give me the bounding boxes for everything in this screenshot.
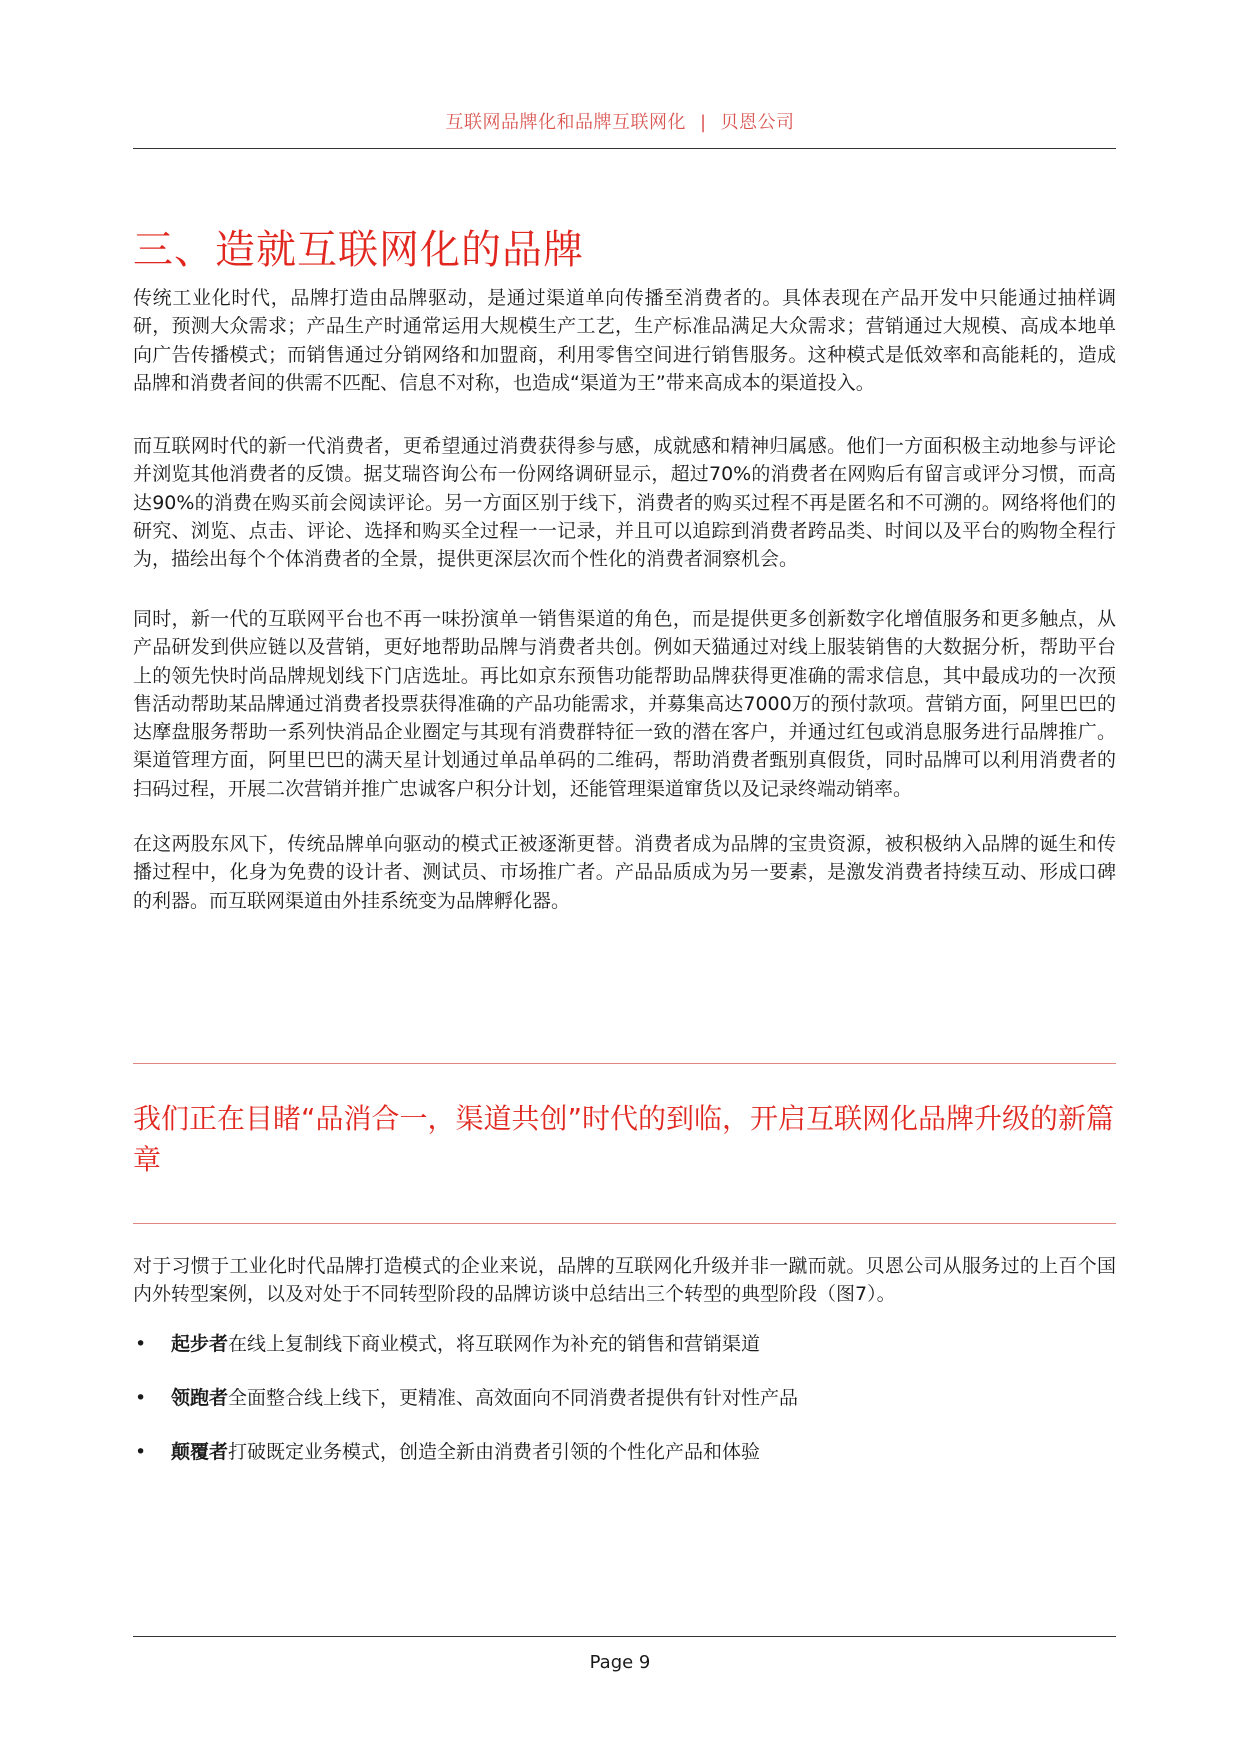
list-item bbox=[133, 1330, 1116, 1358]
footer-rule bbox=[133, 1636, 1116, 1637]
header-rule bbox=[133, 148, 1116, 149]
header-title: 互联网品牌化和品牌互联网化 bbox=[445, 112, 686, 133]
bullet-marker: • bbox=[135, 1387, 147, 1409]
paragraph-3: 同时，新一代的互联网平台也不再一味扮演单一销售渠道的角色，而是提供更多创新数字化增值服务和更多触点，从产品研发到供应链以及营销，更好地帮助品牌与消费者共创。例如天猫通过对线上服装销售的大数据分析，帮助平台上的领先快时尚品牌规划线下门店选址。再比如京东预售功能帮助品牌获得更准确的需求信息，其中最成功的一次预售活动帮助某品牌通过消费者投票获得准确的产品功能需求，并募集高达7000万的预付款项。营销方面，阿里巴巴的达摩盘服务帮助一系列快消品企业圈定与其现有消费群特征一致的潜在客户，并通过红包或消息服务进行品牌推广。渠道管理方面，阿里巴巴的满天星计划通过单品单码的二维码，帮助消费者甄别真假货，同时品牌可以利用消费者的扫码过程，开展二次营销并推广忠诚客户积分计划，还能管理渠道窜货以及记录终端动销率。 bbox=[133, 608, 1116, 800]
stage-list bbox=[133, 1330, 1116, 1492]
stage-description: 打破既定业务模式，创造全新由消费者引领的个性化产品和体验 bbox=[228, 1441, 761, 1463]
running-header bbox=[0, 108, 1240, 134]
stage-term: 起步者 bbox=[171, 1333, 229, 1355]
list-item bbox=[133, 1438, 1116, 1466]
section-title: 三、造就互联网化的品牌 bbox=[133, 227, 584, 273]
page-number: Page 9 bbox=[589, 1652, 651, 1673]
stage-description: 在线上复制线下商业模式，将互联网作为补充的销售和营销渠道 bbox=[228, 1333, 761, 1355]
stage-term: 领跑者 bbox=[171, 1387, 229, 1409]
callout-title: 我们正在目睹“品消合一，渠道共创”时代的到临，开启互联网化品牌升级的新篇章 bbox=[133, 1102, 1115, 1176]
stage-term: 颠覆者 bbox=[171, 1441, 229, 1463]
paragraph-1: 传统工业化时代，品牌打造由品牌驱动，是通过渠道单向传播至消费者的。具体表现在产品开发中只能通过抽样调研，预测大众需求；产品生产时通常运用大规模生产工艺，生产标准品满足大众需求；营销通过大规模、高成本地单向广告传播模式；而销售通过分销网络和加盟商，利用零售空间进行销售服务。这种模式是低效率和高能耗的，造成品牌和消费者间的供需不匹配、信息不对称，也造成“渠道为王”带来高成本的渠道投入。 bbox=[133, 287, 1116, 394]
paragraph-2: 而互联网时代的新一代消费者，更希望通过消费获得参与感，成就感和精神归属感。他们一方面积极主动地参与评论并浏览其他消费者的反馈。据艾瑞咨询公布一份网络调研显示，超过70%的消费者在网购后有留言或评分习惯，而高达90%的消费在购买前会阅读评论。另一方面区别于线下，消费者的购买过程不再是匿名和不可溯的。网络将他们的研究、浏览、点击、评论、选择和购买全过程一一记录，并且可以追踪到消费者跨品类、时间以及平台的购物全程行为，描绘出每个个体消费者的全景，提供更深层次而个性化的消费者洞察机会。 bbox=[133, 435, 1116, 571]
list-item bbox=[133, 1384, 1116, 1412]
paragraph-4: 在这两股东风下，传统品牌单向驱动的模式正被逐渐更替。消费者成为品牌的宝贵资源，被积极纳入品牌的诞生和传播过程中，化身为免费的设计者、测试员、市场推广者。产品品质成为另一要素，是激发消费者持续互动、形成口碑的利器。而互联网渠道由外挂系统变为品牌孵化器。 bbox=[133, 833, 1116, 912]
callout-bottom-rule bbox=[133, 1223, 1116, 1224]
bullet-marker: • bbox=[135, 1333, 147, 1355]
bullet-marker: • bbox=[135, 1441, 147, 1463]
header-company: 贝恩公司 bbox=[720, 112, 795, 133]
intro-paragraph: 对于习惯于工业化时代品牌打造模式的企业来说，品牌的互联网化升级并非一蹴而就。贝恩公司从服务过的上百个国内外转型案例，以及对处于不同转型阶段的品牌访谈中总结出三个转型的典型阶段（图7）。 bbox=[133, 1255, 1116, 1306]
stage-description: 全面整合线上线下，更精准、高效面向不同消费者提供有针对性产品 bbox=[228, 1387, 799, 1409]
header-separator: | bbox=[699, 112, 707, 133]
callout-top-rule bbox=[133, 1063, 1116, 1064]
